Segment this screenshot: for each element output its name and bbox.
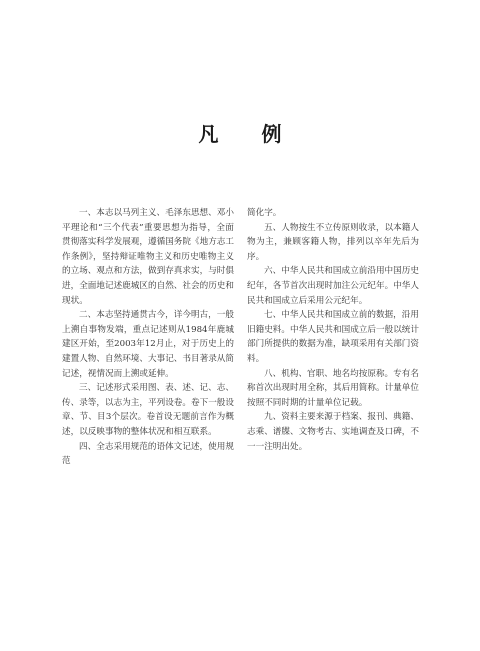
right-column — [247, 206, 419, 454]
page-title: 凡 例 — [198, 122, 300, 146]
paragraph-7: 七、中华人民共和国成立前的数据，沿用旧籍史料。中华人民共和国成立后一般以统计部门所提供的数据为准，缺项采用有关部门资料。 — [247, 310, 419, 364]
paragraph-3: 三、记述形式采用图、表、述、记、志、传、录等，以志为主，平列设卷。卷下一般设章、节、目3个层次。卷首设无题前言作为概述，以反映事物的整体状况和相互联系。 — [62, 383, 234, 437]
paragraph-6: 六、中华人民共和国成立前沿用中国历史纪年，各节首次出现时加注公元纪年。中华人民共和国成立后采用公元纪年。 — [247, 266, 419, 306]
paragraph-1: 一、本志以马列主义、毛泽东思想、邓小平理论和“三个代表”重要思想为指导，全面贯彻落实科学发展观，遵循国务院《地方志工作条例》，坚持辩证唯物主义和历史唯物主义的立场、观点和方法，做到存真求实，与时俱进，全面地记述鹿城区的自然、社会的历史和现状。 — [62, 208, 234, 306]
paragraph-4: 四、全志采用规范的语体文记述，使用规范 — [62, 441, 234, 467]
paragraph-2: 二、本志坚持通贯古今，详今明古，一般上溯自事物发端，重点记述则从1984年鹿城建区开始，至2003年12月止，对于历史上的建置人物、自然环境、大事记、书目著录从简记述，视情况而上溯或延伸。 — [62, 310, 234, 379]
paragraph-5: 五、人物按生不立传原则收录，以本籍人物为主，兼顾客籍人物，排列以卒年先后为序。 — [247, 222, 419, 262]
paragraph-4-continuation: 简化字。 — [247, 208, 282, 218]
paragraph-9: 九、资料主要来源于档案、报刊、典籍、志乘、谱牒、文物考古、实地调查及口碑，不一一注明出处。 — [247, 412, 419, 452]
paragraph-8: 八、机构、官职、地名均按原称。专有名称首次出现时用全称，其后用简称。计量单位按照不同时期的计量单位记载。 — [247, 368, 419, 408]
left-column — [62, 206, 234, 469]
